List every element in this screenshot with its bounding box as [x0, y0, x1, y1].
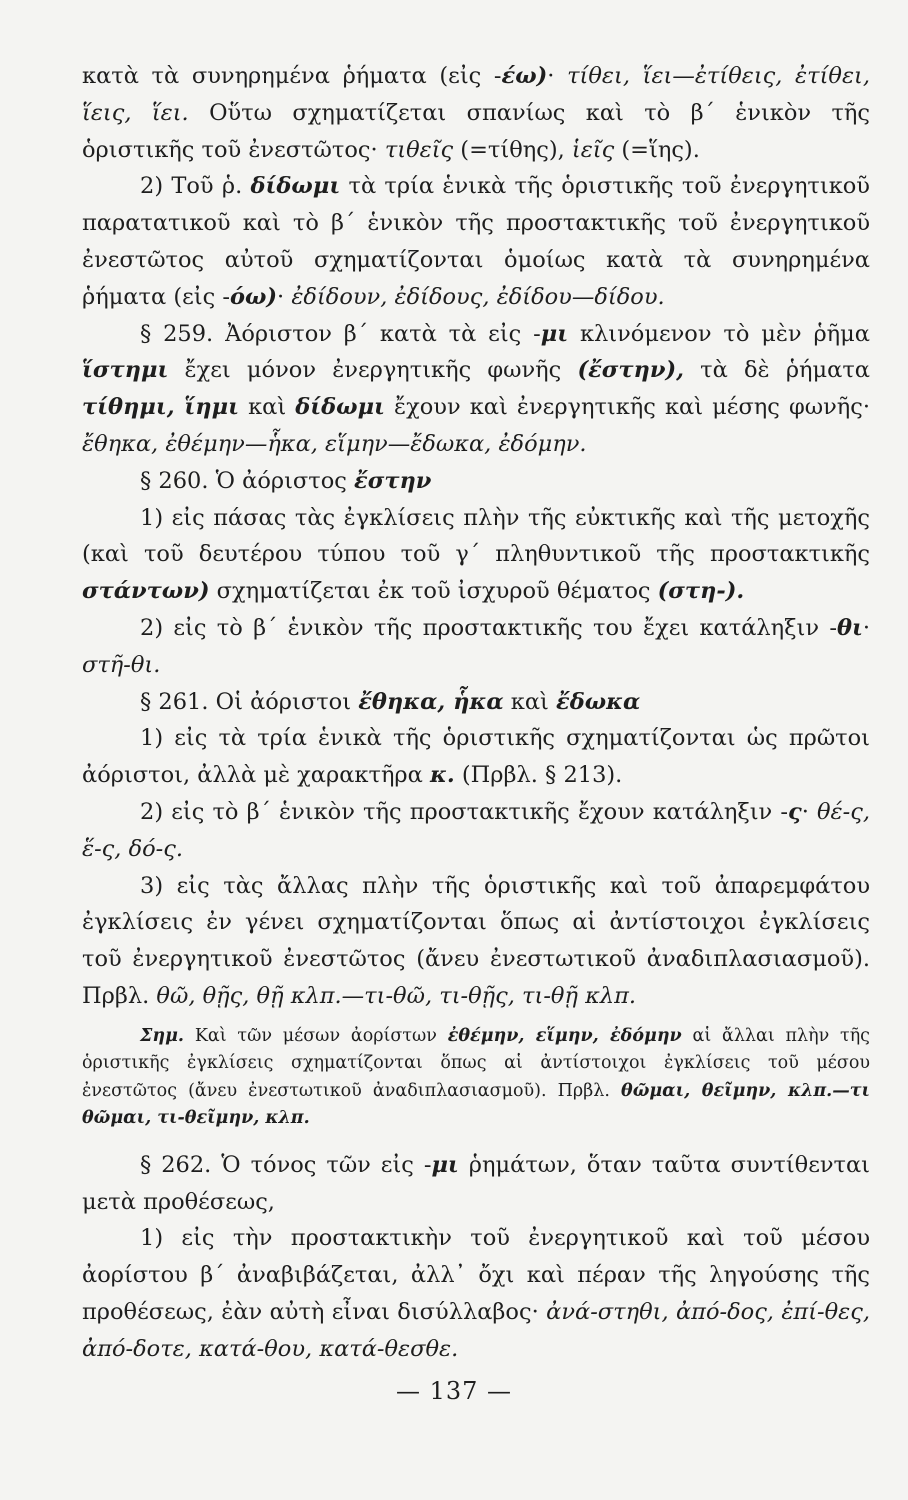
section-259: § 259. Ἀόριστον β΄ κατὰ τὰ εἰς -μι κλινόμενον τὸ μὲν ῥῆμα ἵστημι ἔχει μόνον ἐνεργητικῆς φωνῆς (ἔστην), τὰ δὲ ῥήματα τίθημι, ἵημι καὶ δίδωμι ἔχουν καὶ ἐνεργητικῆς καὶ μέσης φωνῆς· ἔθηκα, ἐθέμην—ἧκα, εἵμην—ἔδωκα, ἐδόμην. — [82, 320, 870, 457]
note: Σημ. Καὶ τῶν μέσων ἀορίστων ἐθέμην, εἵμην, ἐδόμην αἱ ἄλλαι πλὴν τῆς ὁριστικῆς ἐγκλίσεις σχηματίζονται ὅπως αἱ ἀντίστοιχοι ἐγκλίσεις τοῦ μέσου ἐνεστῶτος (ἄνευ ἐνεστωτικοῦ ἀναδιπλασιασμοῦ). Πρβλ. θῶμαι, θεῖμην, κλπ.—τι θῶμαι, τι-θεῖμην, κλπ. — [82, 1025, 871, 1129]
section-261-item-2: 2) εἰς τὸ β΄ ἑνικὸν τῆς προστακτικῆς ἔχουν κατάληξιν -ς· θέ-ς, ἕ-ς, δό-ς. — [82, 798, 870, 862]
section-262-item-1: 1) εἰς τὴν προστακτικὴν τοῦ ἐνεργητικοῦ καὶ τοῦ μέσου ἀορίστου β΄ ἀναβιβάζεται, ἀλλ᾽ ὄχι καὶ πέραν τῆς ληγούσης τῆς προθέσεως, ἐὰν αὐτὴ εἶναι δισύλλαβος· ἀνά-στηθι, ἀπό-δος, ἐπί-θες, ἀπό-δοτε, κατά-θου, κατά-θεσθε. — [82, 1225, 870, 1362]
section-262: § 262. Ὁ τόνος τῶν εἰς -μι ῥημάτων, ὅταν ταῦτα συντίθενται μετὰ προθέσεως, — [82, 1151, 870, 1215]
section-261-item-3: 3) εἰς τὰς ἄλλας πλὴν τῆς ὁριστικῆς καὶ τοῦ ἀπαρεμφάτου ἐγκλίσεις ἐν γένει σχηματίζονται ὅπως αἱ ἀντίστοιχοι ἐγκλίσεις τοῦ ἐνεργητικοῦ ἐνεστῶτος (ἄνευ ἐνεστωτικοῦ ἀναδιπλασιασμοῦ). Πρβλ. θῶ, θῇς, θῇ κλπ.—τι-θῶ, τι-θῇς, τι-θῇ κλπ. — [82, 872, 870, 1009]
section-260-item-1: 1) εἰς πάσας τὰς ἐγκλίσεις πλὴν τῆς εὐκτικῆς καὶ τῆς μετοχῆς (καὶ τοῦ δευτέρου τύπου τοῦ γ΄ πληθυντικοῦ τῆς προστακτικῆς στάντων) σχηματίζεται ἐκ τοῦ ἰσχυροῦ θέματος (στη-). — [82, 504, 870, 605]
section-261-heading: § 261. Οἱ ἀόριστοι ἔθηκα, ἧκα καὶ ἔδωκα — [140, 688, 641, 715]
paragraph-didomi: 2) Τοῦ ῥ. δίδωμι τὰ τρία ἑνικὰ τῆς ὁριστικῆς τοῦ ἐνεργητικοῦ παρατατικοῦ καὶ τὸ β΄ ἑνικὸν τῆς προστακτικῆς τοῦ ἐνεργητικοῦ ἐνεστῶτος αὐτοῦ σχηματίζονται ὁμοίως κατὰ τὰ συνηρημένα ῥήματα (εἰς -όω)· ἐδίδουν, ἐδίδους, ἐδίδου—δίδου. — [82, 173, 870, 310]
section-260-item-2: 2) εἰς τὸ β΄ ἑνικὸν τῆς προστακτικῆς του ἔχει κατάληξιν -θι· στῆ-θι. — [82, 614, 870, 678]
spacer — [82, 1133, 870, 1147]
paragraph-continuation: κατὰ τὰ συνηρημένα ῥήματα (εἰς -έω)· τίθει, ἵει—ἐτίθεις, ἐτίθει, ἵεις, ἵει. Οὕτω σχηματίζεται σπανίως καὶ τὸ β΄ ἑνικὸν τῆς ὁριστικῆς τοῦ ἐνεστῶτος· τιθεῖς (=τίθης), ἱεῖς (=ἵης). — [82, 63, 870, 163]
spacer — [82, 1015, 870, 1023]
page-number: — 137 — — [395, 1377, 513, 1405]
body-text — [82, 58, 870, 1368]
section-261-item-1: 1) εἰς τὰ τρία ἑνικὰ τῆς ὁριστικῆς σχηματίζονται ὡς πρῶτοι ἀόριστοι, ἀλλὰ μὲ χαρακτῆρα κ. (Πρβλ. § 213). — [82, 725, 870, 789]
section-260-heading: § 260. Ὁ ἀόριστος ἔστην — [140, 467, 432, 494]
